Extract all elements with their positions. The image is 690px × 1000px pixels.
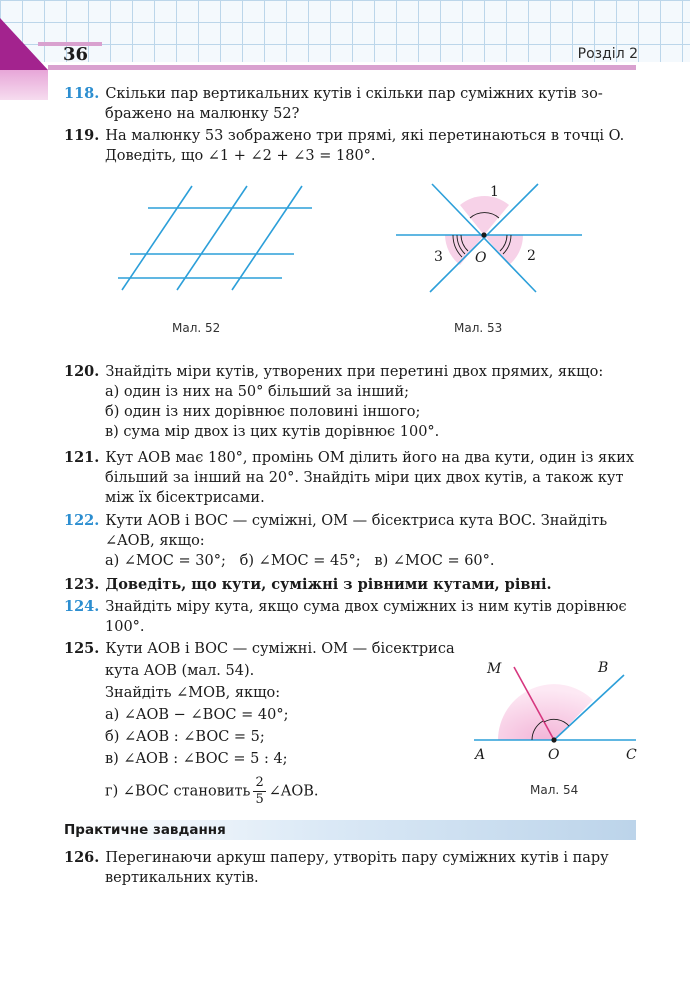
fig54-point-o [551,737,556,742]
problem-125: 125. Кути AOB і BOC — суміжні. OM — бісектриса кута AOB (мал. 54). Знайдіть ∠MOB, якщо: а) ∠AOB − ∠BOC = 40°; б) ∠AOB : ∠BOC = 5; в) ∠AOB : ∠BOC = 5 : 4; г) ∠BOC становить $\frac{2}{5}$ ∠AOB. [64,640,455,807]
problem-123: 123. Доведіть, що кути, суміжні з рівними кутами, рівні. [64,576,552,593]
fig52-slanted-line [122,186,192,290]
problem-number: 118. [64,85,100,102]
problem-number: 119. [64,127,100,144]
header-divider [48,65,636,70]
figure-52 [110,180,340,300]
fig53-angle-1-shade [460,196,509,235]
corner-block-decoration [0,70,48,100]
fig54-label-o: O [548,747,560,763]
fig54-angle-shade [498,684,593,740]
figure-54-caption: Мал. 54 [530,783,579,797]
problem-number: 122. [64,512,100,529]
fig53-label-o: O [475,250,487,266]
fig53-point-o [481,232,486,237]
problem-121: 121. Кут AOB має 180°, промінь OM ділить його на два кути, один із яких більший за інший на 20°. Знайдіть міри цих двох кутів, а також кут між їх бісектрисами. [64,449,635,506]
figure-53 [396,180,586,300]
fig53-label-2: 2 [527,248,536,264]
problem-124: 124. Знайдіть міру кута, якщо сума двох суміжних із ним кутів дорівнює 100°. [64,598,627,635]
problem-118: 118. Скільки пар вертикальних кутів і скільки пар суміжних кутів зо- бражено на малюнку 52? [64,85,603,122]
page-number: 36 [63,44,89,65]
problem-number: 126. [64,849,100,866]
fig53-label-3: 3 [434,249,443,265]
problem-122: 122. Кути AOB і BOC — суміжні, OM — бісектриса кута BOC. Знайдіть ∠AOB, якщо: а) ∠MOC = 30°; б) ∠MOC = 45°; в) ∠MOC = 60°. [64,512,608,569]
fig53-angle-2-shade [484,235,523,265]
problem-number: 121. [64,449,100,466]
fig54-label-b: B [598,660,609,676]
problem-number: 125. [64,640,100,657]
fig54-label-a: A [475,747,486,763]
fig53-label-1: 1 [490,184,499,200]
problem-126: 126. Перегинаючи аркуш паперу, утворіть пару суміжних кутів і пару вертикальних кутів. [64,849,609,886]
fig54-label-c: C [626,747,637,763]
figure-52-caption: Мал. 52 [172,321,221,335]
fig52-slanted-line [177,186,247,290]
figure-53-caption: Мал. 53 [454,321,503,335]
fig54-label-m: M [487,661,502,677]
fraction-two-fifths: $\frac{2}{5}$ [255,775,264,807]
problem-number: 123. [64,576,100,593]
problem-number: 124. [64,598,100,615]
practice-section-title: Практичне завдання [64,820,636,840]
figure-54 [470,655,640,765]
fig52-slanted-line [232,186,302,290]
section-title: Розділ 2 [577,46,638,62]
problem-number: 120. [64,363,100,380]
problem-120: 120. Знайдіть міри кутів, утворених при перетині двох прямих, якщо: а) один із них на 50° більший за інший; б) один із них дорівнює половині іншого; в) сума мір двох із цих кутів дорівнює 100°. [64,363,604,440]
problem-119: 119. На малюнку 53 зображено три прямі, які перетинаються в точці O. Доведіть, що ∠1 + ∠2 + ∠3 = 180°. [64,127,625,164]
